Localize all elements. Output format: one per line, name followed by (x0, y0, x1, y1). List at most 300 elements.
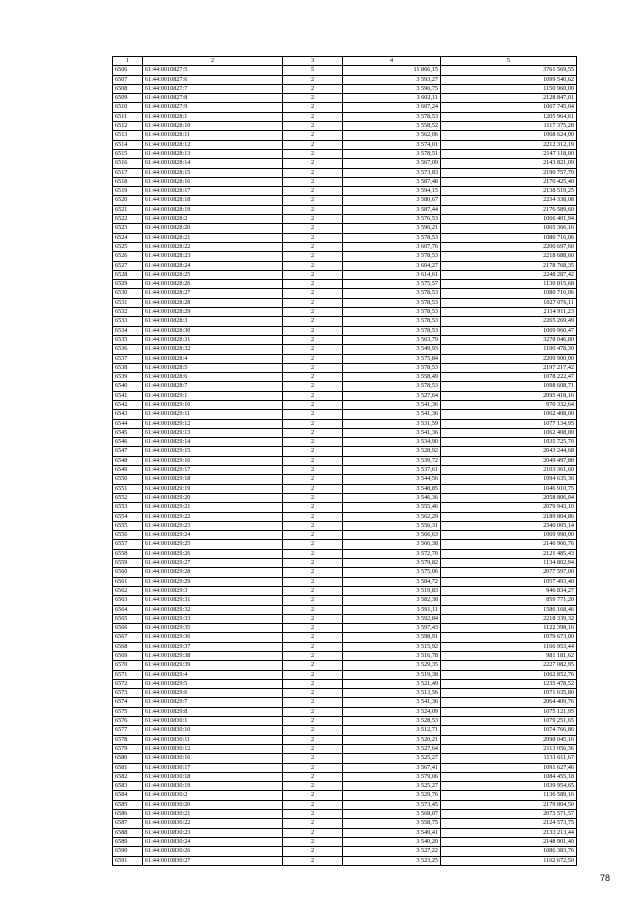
table-cell: 6533 (113, 317, 143, 326)
table-row (113, 475, 577, 484)
table-cell: 3 578,53 (343, 317, 441, 326)
table-cell: 2 (283, 363, 343, 372)
table-cell: 2176 589,60 (441, 205, 577, 214)
table-cell: 61:44:0010829:16 (143, 456, 283, 465)
table-cell: 61:44:0010827:9 (143, 103, 283, 112)
table-cell: 3 607,24 (343, 103, 441, 112)
table-cell: 6552 (113, 493, 143, 502)
table-cell: 61:44:0010828:26 (143, 280, 283, 289)
table-cell: 3 537,61 (343, 466, 441, 475)
table-cell: 2 (283, 605, 343, 614)
table-cell: 3 562,06 (343, 131, 441, 140)
table-cell: 1057 493,40 (441, 577, 577, 586)
table-cell: 3 529,76 (343, 791, 441, 800)
table-row (113, 782, 577, 791)
table-row (113, 419, 577, 428)
table-row (113, 819, 577, 828)
table-cell: 2 (283, 354, 343, 363)
table-cell: 6591 (113, 856, 143, 865)
table-cell: 6583 (113, 782, 143, 791)
table-cell: 2 (283, 586, 343, 595)
table-cell: 2 (283, 475, 343, 484)
table-row (113, 856, 577, 865)
table-cell: 2 (283, 298, 343, 307)
table-cell: 3 541,36 (343, 410, 441, 419)
table-cell: 61:44:0010829:21 (143, 503, 283, 512)
table-cell: 61:44:0010827:5 (143, 66, 283, 75)
table-cell: 61:44:0010828:6 (143, 373, 283, 382)
table-cell: 61:44:0010828:23 (143, 252, 283, 261)
table-cell: 3 519,38 (343, 670, 441, 679)
table-row (113, 215, 577, 224)
table-cell: 61:44:0010828:24 (143, 261, 283, 270)
table-row (113, 521, 577, 530)
table-cell: 3 572,70 (343, 549, 441, 558)
column-header: 3 (283, 57, 343, 66)
table-row (113, 233, 577, 242)
table-cell: 2095 418,16 (441, 391, 577, 400)
table-cell: 1136 589,16 (441, 791, 577, 800)
table-row (113, 624, 577, 633)
table-cell: 61:44:0010830:11 (143, 735, 283, 744)
table-cell: 6528 (113, 270, 143, 279)
table-cell: 2 (283, 84, 343, 93)
table-cell: 61:44:0010829:8 (143, 707, 283, 716)
table-cell: 2 (283, 149, 343, 158)
table-cell: 2 (283, 289, 343, 298)
table-cell: 6551 (113, 484, 143, 493)
table-cell: 1235 478,52 (441, 679, 577, 688)
table-cell: 6590 (113, 847, 143, 856)
table-row (113, 335, 577, 344)
table-cell: 6555 (113, 521, 143, 530)
table-cell: 1117 375,28 (441, 122, 577, 131)
table-cell: 2 (283, 717, 343, 726)
table-cell: 6538 (113, 363, 143, 372)
table-cell: 3 556,31 (343, 521, 441, 530)
table-cell: 2 (283, 661, 343, 670)
table-cell: 6561 (113, 577, 143, 586)
table-cell: 2 (283, 577, 343, 586)
table-cell: 1099 540,62 (441, 75, 577, 84)
table-row (113, 772, 577, 781)
table-cell: 61:44:0010830:16 (143, 754, 283, 763)
table-cell: 2 (283, 735, 343, 744)
table-cell: 3 519,83 (343, 586, 441, 595)
table-cell: 61:44:0010830:21 (143, 810, 283, 819)
table-cell: 6525 (113, 242, 143, 251)
table-cell: 3 575,84 (343, 354, 441, 363)
table-cell: 2121 485,43 (441, 549, 577, 558)
table-cell: 6568 (113, 642, 143, 651)
table-cell: 6567 (113, 633, 143, 642)
table-cell: 61:44:0010829:25 (143, 540, 283, 549)
table-row (113, 605, 577, 614)
table-cell: 2 (283, 800, 343, 809)
table-row (113, 410, 577, 419)
table-cell: 2148 901,40 (441, 837, 577, 846)
table-cell: 1080 716,06 (441, 289, 577, 298)
table-cell: 2340 005,14 (441, 521, 577, 530)
table-row (113, 75, 577, 84)
table-row (113, 531, 577, 540)
table-cell: 3 596,75 (343, 84, 441, 93)
table-cell: 970 332,64 (441, 400, 577, 409)
table-cell: 6553 (113, 503, 143, 512)
table-row (113, 177, 577, 186)
table-cell: 3 515,92 (343, 642, 441, 651)
column-header: 2 (143, 57, 283, 66)
table-cell: 2 (283, 335, 343, 344)
table-cell: 61:44:0010827:7 (143, 84, 283, 93)
table-cell: 2 (283, 810, 343, 819)
column-header: 1 (113, 57, 143, 66)
table-row (113, 559, 577, 568)
table-cell: 6518 (113, 177, 143, 186)
table-cell: 2 (283, 317, 343, 326)
table-cell: 61:44:0010828:16 (143, 177, 283, 186)
table-cell: 2 (283, 642, 343, 651)
table-cell: 2128 847,01 (441, 94, 577, 103)
table-row (113, 224, 577, 233)
table-cell: 2 (283, 159, 343, 168)
table-cell: 6514 (113, 140, 143, 149)
table-cell: 3 604,27 (343, 261, 441, 270)
table-cell: 61:44:0010829:36 (143, 633, 283, 642)
table-cell: 2 (283, 419, 343, 428)
table-cell: 6526 (113, 252, 143, 261)
table-cell: 3 597,43 (343, 624, 441, 633)
table-cell: 6535 (113, 335, 143, 344)
table-cell: 1078 222,47 (441, 373, 577, 382)
table-cell: 3 512,71 (343, 726, 441, 735)
column-header: 5 (441, 57, 577, 66)
table-cell: 3 614,61 (343, 270, 441, 279)
table-cell: 6510 (113, 103, 143, 112)
table-cell: 3 578,53 (343, 112, 441, 121)
table-cell: 2133 213,44 (441, 828, 577, 837)
table-row (113, 596, 577, 605)
table-cell: 6559 (113, 559, 143, 568)
table-row (113, 512, 577, 521)
table-cell: 2 (283, 568, 343, 577)
table-row (113, 466, 577, 475)
table-cell: 2 (283, 652, 343, 661)
table-cell: 6584 (113, 791, 143, 800)
table-cell: 6549 (113, 466, 143, 475)
table-cell: 3 575,06 (343, 568, 441, 577)
table-cell: 1068 624,00 (441, 131, 577, 140)
table-cell: 2 (283, 689, 343, 698)
table-cell: 1067 745,04 (441, 103, 577, 112)
table-cell: 1071 635,80 (441, 689, 577, 698)
table-cell: 2 (283, 521, 343, 530)
table-row (113, 94, 577, 103)
table-cell: 1586 168,46 (441, 605, 577, 614)
table-cell: 1027 076,11 (441, 298, 577, 307)
table-cell: 2113 056,36 (441, 744, 577, 753)
table-cell: 2 (283, 112, 343, 121)
table-cell: 61:44:0010829:20 (143, 493, 283, 502)
table-cell: 3 576,53 (343, 215, 441, 224)
table-cell: 3 591,11 (343, 605, 441, 614)
table-cell: 2 (283, 707, 343, 716)
table-cell: 2197 217,42 (441, 363, 577, 372)
table-cell: 2189 804,86 (441, 512, 577, 521)
table-cell: 2 (283, 326, 343, 335)
table-cell: 2 (283, 270, 343, 279)
table-cell: 61:44:0010828:15 (143, 168, 283, 177)
table-cell: 1035 725,70 (441, 438, 577, 447)
table-cell: 1075 121,95 (441, 707, 577, 716)
table-cell: 3 594,15 (343, 187, 441, 196)
table-cell: 61:44:0010829:1 (143, 391, 283, 400)
table-cell: 2190 757,70 (441, 168, 577, 177)
table-cell: 6521 (113, 205, 143, 214)
table-cell: 61:44:0010829:39 (143, 661, 283, 670)
table-row (113, 187, 577, 196)
table-cell: 1069 960,47 (441, 326, 577, 335)
table-cell: 6548 (113, 456, 143, 465)
table-cell: 3 534,90 (343, 438, 441, 447)
table-cell: 6580 (113, 754, 143, 763)
table-cell: 3 578,53 (343, 252, 441, 261)
table-row (113, 317, 577, 326)
table-cell: 2227 082,95 (441, 661, 577, 670)
table-cell: 3 527,64 (343, 391, 441, 400)
table-row (113, 577, 577, 586)
table-cell: 6516 (113, 159, 143, 168)
table-cell: 2 (283, 791, 343, 800)
table-row (113, 726, 577, 735)
table-cell: 6581 (113, 763, 143, 772)
table-cell: 6576 (113, 717, 143, 726)
table-cell: 6562 (113, 586, 143, 595)
table-cell: 2064 409,76 (441, 698, 577, 707)
table-cell: 6519 (113, 187, 143, 196)
table-cell: 2178 768,35 (441, 261, 577, 270)
table-cell: 61:44:0010829:31 (143, 596, 283, 605)
table-cell: 61:44:0010829:22 (143, 512, 283, 521)
table-cell: 3 521,49 (343, 679, 441, 688)
table-cell: 2077 597,00 (441, 568, 577, 577)
table-cell: 6530 (113, 289, 143, 298)
table-cell: 2 (283, 559, 343, 568)
table-cell: 3 558,52 (343, 122, 441, 131)
table-cell: 3 529,35 (343, 661, 441, 670)
column-header: 4 (343, 57, 441, 66)
table-cell: 6589 (113, 837, 143, 846)
table-cell: 61:44:0010828:30 (143, 326, 283, 335)
table-cell: 3 548,85 (343, 484, 441, 493)
table-body (113, 66, 577, 866)
table-cell: 61:44:0010829:27 (143, 559, 283, 568)
table-cell: 61:44:0010828:7 (143, 382, 283, 391)
table-row (113, 122, 577, 131)
table-cell: 2 (283, 410, 343, 419)
table-row (113, 661, 577, 670)
table-cell: 61:44:0010828:20 (143, 224, 283, 233)
table-cell: 61:44:0010830:20 (143, 800, 283, 809)
table-cell: 6515 (113, 149, 143, 158)
table-row (113, 373, 577, 382)
table-cell: 1069 990,00 (441, 531, 577, 540)
table-cell: 2 (283, 782, 343, 791)
table-cell: 61:44:0010829:7 (143, 698, 283, 707)
table-cell: 2138 519,25 (441, 187, 577, 196)
table-cell: 2 (283, 763, 343, 772)
table-cell: 3 578,53 (343, 298, 441, 307)
table-cell: 1077 134,95 (441, 419, 577, 428)
table-cell: 2 (283, 196, 343, 205)
table-cell: 6563 (113, 596, 143, 605)
table-cell: 3 602,11 (343, 94, 441, 103)
table-cell: 2 (283, 438, 343, 447)
table-cell: 2170 425,40 (441, 177, 577, 186)
table-cell: 2 (283, 373, 343, 382)
table-cell: 6531 (113, 298, 143, 307)
table-cell: 11 866,15 (343, 66, 441, 75)
table-cell: 2 (283, 531, 343, 540)
table-cell: 2 (283, 382, 343, 391)
table-cell: 1066 401,94 (441, 215, 577, 224)
table-cell: 6542 (113, 400, 143, 409)
table-cell: 3 558,49 (343, 373, 441, 382)
table-row (113, 586, 577, 595)
table-cell: 6543 (113, 410, 143, 419)
table-cell: 6550 (113, 475, 143, 484)
table-cell: 3 558,75 (343, 819, 441, 828)
table-cell: 61:44:0010829:32 (143, 605, 283, 614)
table-cell: 1130 815,68 (441, 280, 577, 289)
table-cell: 61:44:0010829:10 (143, 400, 283, 409)
table-cell: 3 587,48 (343, 177, 441, 186)
table-cell: 2 (283, 614, 343, 623)
table-cell: 6507 (113, 75, 143, 84)
table-cell: 61:44:0010828:5 (143, 363, 283, 372)
table-cell: 61:44:0010830:18 (143, 772, 283, 781)
table-cell: 61:44:0010830:27 (143, 856, 283, 865)
table-cell: 6566 (113, 624, 143, 633)
table-cell: 1086 383,76 (441, 847, 577, 856)
table-row (113, 493, 577, 502)
table-cell: 6545 (113, 428, 143, 437)
table-row (113, 270, 577, 279)
table-cell: 61:44:0010830:22 (143, 819, 283, 828)
table-cell: 2049 497,88 (441, 456, 577, 465)
table-cell: 6574 (113, 698, 143, 707)
table-cell: 2200 697,60 (441, 242, 577, 251)
table-cell: 2 (283, 261, 343, 270)
table-cell: 6527 (113, 261, 143, 270)
table-cell: 1065 366,16 (441, 224, 577, 233)
table-cell: 3 539,72 (343, 456, 441, 465)
table-row (113, 754, 577, 763)
table-cell: 981 181,62 (441, 652, 577, 661)
table-cell: 61:44:0010830:2 (143, 791, 283, 800)
table-cell: 2 (283, 828, 343, 837)
table-cell: 6570 (113, 661, 143, 670)
table-cell: 6558 (113, 549, 143, 558)
table-cell: 3 531,59 (343, 419, 441, 428)
table-cell: 3 578,53 (343, 326, 441, 335)
table-cell: 1062 852,76 (441, 670, 577, 679)
table-cell: 3 523,25 (343, 856, 441, 865)
table-row (113, 400, 577, 409)
table-cell: 2 (283, 75, 343, 84)
table-cell: 2 (283, 187, 343, 196)
table-cell: 3 566,63 (343, 531, 441, 540)
page-number: 78 (600, 873, 611, 883)
table-cell: 2 (283, 242, 343, 251)
table-cell: 61:44:0010830:1 (143, 717, 283, 726)
table-row (113, 242, 577, 251)
table-cell: 6564 (113, 605, 143, 614)
table-cell: 6541 (113, 391, 143, 400)
table-cell: 3 578,53 (343, 382, 441, 391)
table-row (113, 326, 577, 335)
table-cell: 6540 (113, 382, 143, 391)
table-cell: 1162 672,50 (441, 856, 577, 865)
table-row (113, 633, 577, 642)
table-row (113, 800, 577, 809)
table-row (113, 810, 577, 819)
header-row (113, 57, 577, 66)
table-cell: 61:44:0010830:26 (143, 847, 283, 856)
table-cell: 61:44:0010827:8 (143, 94, 283, 103)
table-cell: 2209 900,00 (441, 354, 577, 363)
table-cell: 2 (283, 837, 343, 846)
table-cell: 6522 (113, 215, 143, 224)
table-row (113, 549, 577, 558)
table-cell: 3 575,57 (343, 280, 441, 289)
table-cell: 6520 (113, 196, 143, 205)
table-row (113, 763, 577, 772)
table-row (113, 428, 577, 437)
table-cell: 1134 802,94 (441, 559, 577, 568)
table-row (113, 103, 577, 112)
table-cell: 2 (283, 493, 343, 502)
table-row (113, 707, 577, 716)
table-row (113, 391, 577, 400)
table-row (113, 149, 577, 158)
table-cell: 2 (283, 94, 343, 103)
table-cell: 3 573,45 (343, 800, 441, 809)
table-cell: 2 (283, 391, 343, 400)
table-cell: 1131 611,67 (441, 754, 577, 763)
table-cell: 2 (283, 168, 343, 177)
table-cell: 6556 (113, 531, 143, 540)
table-cell: 3 563,79 (343, 335, 441, 344)
table-row (113, 447, 577, 456)
table-cell: 6532 (113, 308, 143, 317)
table-cell: 1091 627,46 (441, 763, 577, 772)
table-cell: 2 (283, 596, 343, 605)
table-cell: 2212 312,19 (441, 140, 577, 149)
table-cell: 2098 045,16 (441, 735, 577, 744)
table-cell: 6578 (113, 735, 143, 744)
table-cell: 3 525,27 (343, 782, 441, 791)
table-row (113, 698, 577, 707)
table-cell: 3 527,22 (343, 847, 441, 856)
table-cell: 61:44:0010828:2 (143, 215, 283, 224)
table-cell: 2 (283, 670, 343, 679)
table-cell: 2 (283, 512, 343, 521)
table-cell: 3 541,36 (343, 698, 441, 707)
table-cell: 1100 478,30 (441, 345, 577, 354)
table-cell: 3 527,64 (343, 744, 441, 753)
table-row (113, 308, 577, 317)
